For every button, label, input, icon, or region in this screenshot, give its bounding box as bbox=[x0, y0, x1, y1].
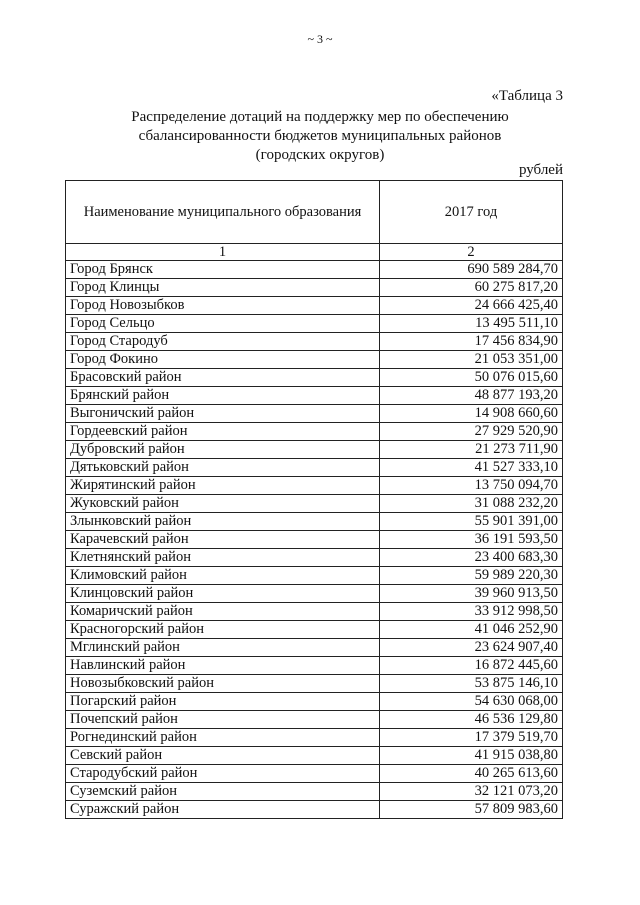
table-row bbox=[66, 711, 563, 729]
subsidy-amount: 14 908 660,60 bbox=[380, 405, 563, 423]
table-row bbox=[66, 639, 563, 657]
subsidy-amount: 16 872 445,60 bbox=[380, 657, 563, 675]
municipality-name: Клетнянский район bbox=[66, 549, 380, 567]
subsidy-amount: 32 121 073,20 bbox=[380, 783, 563, 801]
subsidy-amount: 40 265 613,60 bbox=[380, 765, 563, 783]
municipality-name: Город Стародуб bbox=[66, 333, 380, 351]
municipality-name: Карачевский район bbox=[66, 531, 380, 549]
municipality-name: Мглинский район bbox=[66, 639, 380, 657]
subsidy-amount: 17 379 519,70 bbox=[380, 729, 563, 747]
table-row bbox=[66, 729, 563, 747]
municipality-name: Город Сельцо bbox=[66, 315, 380, 333]
municipality-name: Дятьковский район bbox=[66, 459, 380, 477]
municipality-name: Город Брянск bbox=[66, 261, 380, 279]
subsidy-amount: 54 630 068,00 bbox=[380, 693, 563, 711]
table-row bbox=[66, 513, 563, 531]
table-row bbox=[66, 693, 563, 711]
municipality-name: Суземский район bbox=[66, 783, 380, 801]
table-row bbox=[66, 675, 563, 693]
column-number-row bbox=[66, 244, 563, 261]
municipality-name: Гордеевский район bbox=[66, 423, 380, 441]
municipality-name: Климовский район bbox=[66, 567, 380, 585]
title-line: (городских округов) bbox=[255, 147, 385, 163]
table-row bbox=[66, 765, 563, 783]
table-row bbox=[66, 585, 563, 603]
column-number: 1 bbox=[66, 244, 380, 261]
page-number: ~ 3 ~ bbox=[307, 32, 333, 46]
table-row bbox=[66, 405, 563, 423]
table-body bbox=[66, 261, 563, 819]
municipality-name: Погарский район bbox=[66, 693, 380, 711]
subsidy-amount: 24 666 425,40 bbox=[380, 297, 563, 315]
subsidy-amount: 41 527 333,10 bbox=[380, 459, 563, 477]
subsidy-amount: 13 495 511,10 bbox=[380, 315, 563, 333]
subsidy-amount: 50 076 015,60 bbox=[380, 369, 563, 387]
municipality-name: Брянский район bbox=[66, 387, 380, 405]
subsidy-amount: 39 960 913,50 bbox=[380, 585, 563, 603]
table-row bbox=[66, 549, 563, 567]
municipality-name: Жуковский район bbox=[66, 495, 380, 513]
table-row bbox=[66, 603, 563, 621]
subsidy-amount: 27 929 520,90 bbox=[380, 423, 563, 441]
table-row bbox=[66, 459, 563, 477]
subsidy-amount: 23 400 683,30 bbox=[380, 549, 563, 567]
table-row bbox=[66, 657, 563, 675]
table-row bbox=[66, 477, 563, 495]
table-row bbox=[66, 333, 563, 351]
table-row bbox=[66, 351, 563, 369]
table-row bbox=[66, 495, 563, 513]
table-row bbox=[66, 423, 563, 441]
subsidy-amount: 23 624 907,40 bbox=[380, 639, 563, 657]
document-title bbox=[60, 108, 580, 165]
municipality-name: Новозыбковский район bbox=[66, 675, 380, 693]
subsidy-amount: 17 456 834,90 bbox=[380, 333, 563, 351]
table-row bbox=[66, 369, 563, 387]
table-row bbox=[66, 783, 563, 801]
municipality-name: Дубровский район bbox=[66, 441, 380, 459]
column-header-name: Наименование муниципального образования bbox=[66, 181, 380, 244]
subsidy-amount: 55 901 391,00 bbox=[380, 513, 563, 531]
subsidy-amount: 46 536 129,80 bbox=[380, 711, 563, 729]
table-header-row bbox=[66, 181, 563, 244]
municipality-name: Комаричский район bbox=[66, 603, 380, 621]
table-row bbox=[66, 801, 563, 819]
table-row bbox=[66, 567, 563, 585]
municipality-name: Клинцовский район bbox=[66, 585, 380, 603]
subsidy-amount: 60 275 817,20 bbox=[380, 279, 563, 297]
table-row bbox=[66, 279, 563, 297]
subsidy-amount: 690 589 284,70 bbox=[380, 261, 563, 279]
units-label: рублей bbox=[518, 162, 563, 178]
subsidy-amount: 13 750 094,70 bbox=[380, 477, 563, 495]
subsidy-amount: 59 989 220,30 bbox=[380, 567, 563, 585]
municipality-name: Город Клинцы bbox=[66, 279, 380, 297]
municipality-name: Злынковский район bbox=[66, 513, 380, 531]
municipality-name: Почепский район bbox=[66, 711, 380, 729]
table-row bbox=[66, 747, 563, 765]
table-row bbox=[66, 297, 563, 315]
table-row bbox=[66, 441, 563, 459]
municipality-name: Красногорский район bbox=[66, 621, 380, 639]
subsidy-amount: 33 912 998,50 bbox=[380, 603, 563, 621]
municipality-name: Жирятинский район bbox=[66, 477, 380, 495]
municipality-name: Город Новозыбков bbox=[66, 297, 380, 315]
municipality-name: Навлинский район bbox=[66, 657, 380, 675]
subsidy-amount: 48 877 193,20 bbox=[380, 387, 563, 405]
municipality-name: Суражский район bbox=[66, 801, 380, 819]
subsidy-amount: 36 191 593,50 bbox=[380, 531, 563, 549]
subsidy-amount: 53 875 146,10 bbox=[380, 675, 563, 693]
municipality-name: Выгоничский район bbox=[66, 405, 380, 423]
table-row bbox=[66, 261, 563, 279]
subsidy-amount: 31 088 232,20 bbox=[380, 495, 563, 513]
table-row bbox=[66, 315, 563, 333]
table-row bbox=[66, 531, 563, 549]
municipality-name: Севский район bbox=[66, 747, 380, 765]
municipality-name: Стародубский район bbox=[66, 765, 380, 783]
title-line: Распределение дотаций на поддержку мер по обеспечению bbox=[131, 109, 509, 125]
subsidy-amount: 41 046 252,90 bbox=[380, 621, 563, 639]
column-number: 2 bbox=[380, 244, 563, 261]
table-row bbox=[66, 621, 563, 639]
municipality-name: Брасовский район bbox=[66, 369, 380, 387]
municipality-name: Рогнединский район bbox=[66, 729, 380, 747]
subsidy-amount: 41 915 038,80 bbox=[380, 747, 563, 765]
subsidy-amount: 21 273 711,90 bbox=[380, 441, 563, 459]
column-header-year: 2017 год bbox=[380, 181, 563, 244]
table-row bbox=[66, 387, 563, 405]
title-line: сбалансированности бюджетов муниципальных районов bbox=[138, 128, 502, 144]
subsidy-amount: 57 809 983,60 bbox=[380, 801, 563, 819]
subsidy-table bbox=[65, 180, 563, 819]
table-label: «Таблица 3 bbox=[491, 88, 563, 104]
subsidy-amount: 21 053 351,00 bbox=[380, 351, 563, 369]
municipality-name: Город Фокино bbox=[66, 351, 380, 369]
